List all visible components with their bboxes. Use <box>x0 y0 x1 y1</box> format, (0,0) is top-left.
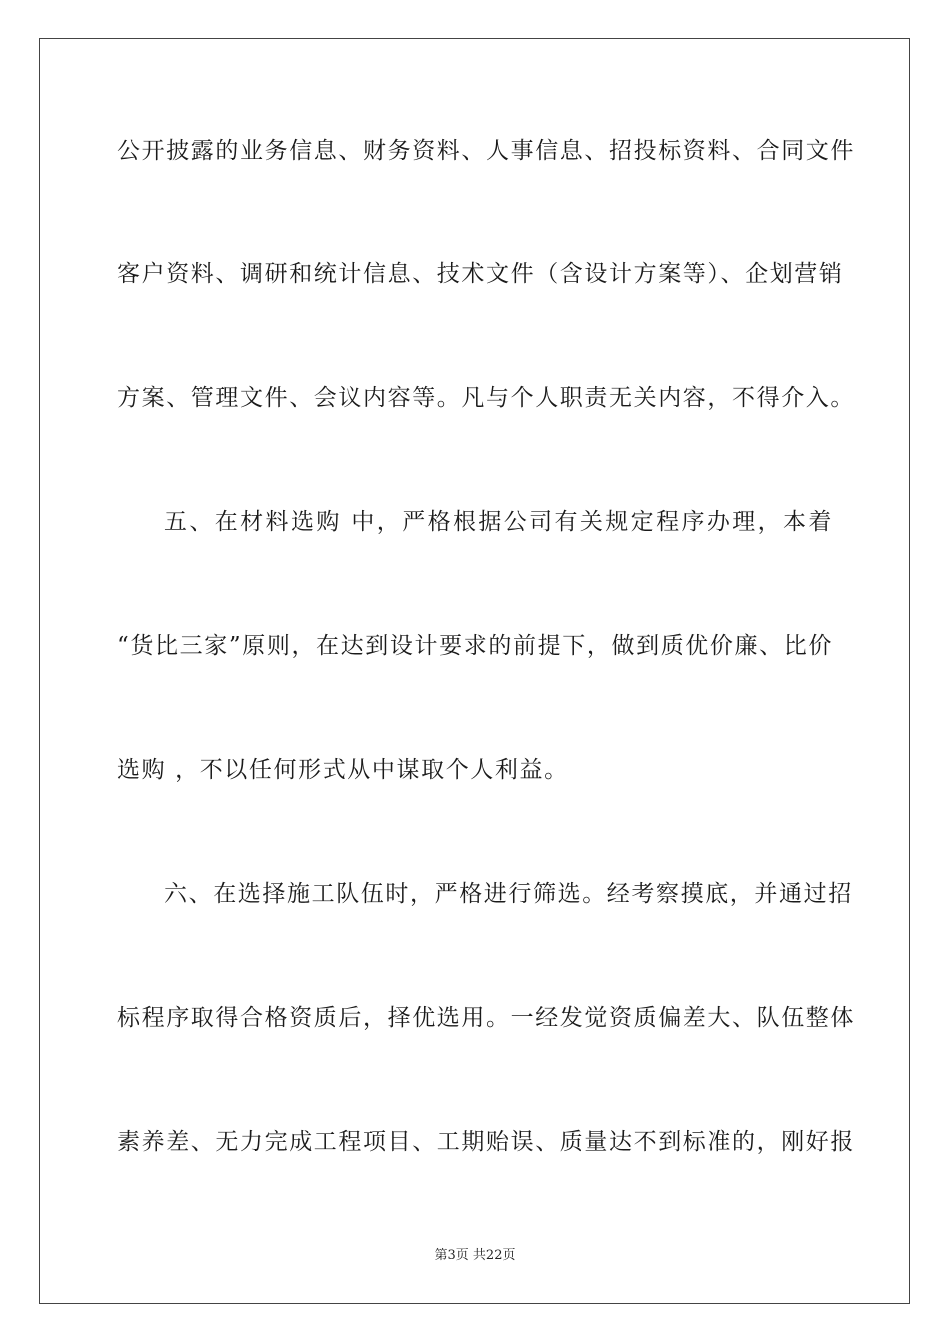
page-number-footer: 第3页 共22页 <box>434 1248 516 1263</box>
body-line-5: “货比三家”原则，在达到设计要求的前提下，做到质优价廉、比价 <box>117 633 833 659</box>
body-line-7: 六、在选择施工队伍时，严格进行筛选。经考察摸底，并通过招 <box>164 881 853 907</box>
body-line-4: 五、在材料选购 中，严格根据公司有关规定程序办理，本着 <box>164 509 833 535</box>
body-line-8: 标程序取得合格资质后，择优选用。一经发觉资质偏差大、队伍整体 <box>117 1005 855 1031</box>
body-line-6: 选购 ，不以任何形式从中谋取个人利益。 <box>117 757 569 783</box>
body-line-3: 方案、管理文件、会议内容等。凡与个人职责无关内容，不得介入。 <box>117 385 855 411</box>
body-line-9: 素养差、无力完成工程项目、工期贻误、质量达不到标准的，刚好报 <box>117 1129 855 1155</box>
body-line-2: 客户资料、调研和统计信息、技术文件（含设计方案等）、企划营销 <box>117 261 844 287</box>
page-border <box>39 38 910 1304</box>
body-line-1: 公开披露的业务信息、财务资料、人事信息、招投标资料、合同文件 <box>117 138 855 164</box>
